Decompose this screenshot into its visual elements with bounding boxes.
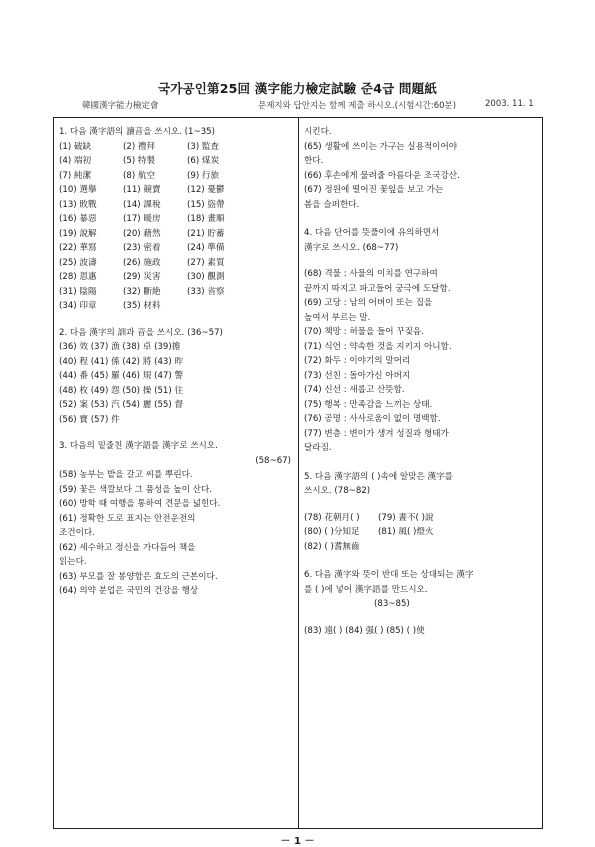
question-row: (19) 說解 (20) 藉然 (21) 貯蓄 bbox=[59, 228, 225, 239]
question-row: (78) 花朝月( ) (79) 晝不( )說 bbox=[304, 512, 434, 523]
section-6-heading: 6. 다음 漢字와 뜻이 반대 또는 상대되는 漢字 bbox=[304, 570, 474, 580]
left-column bbox=[59, 125, 293, 599]
column-divider bbox=[298, 118, 299, 828]
question-line: (66) 후손에게 물려줄 아름다운 조국강산. bbox=[304, 170, 460, 181]
question-row: (28) 恩惠 (29) 災害 (30) 觀測 bbox=[59, 272, 225, 282]
question-line: (69) 고당 : 남의 어버이 또는 집을 bbox=[304, 298, 433, 308]
question-line: (74) 신선 : 새롭고 산뜻함. bbox=[304, 385, 405, 395]
question-line: 한다. bbox=[304, 156, 324, 166]
question-line: (64) 의약 분업은 국민의 건강을 행상 bbox=[59, 586, 199, 596]
question-line: (67) 정원에 떨어진 꽃잎을 보고 가는 bbox=[304, 185, 444, 195]
question-line: (63) 부모를 잘 봉양함은 효도의 근본이다. bbox=[59, 571, 218, 582]
right-column bbox=[304, 125, 538, 638]
question-row: (16) 暴惡 (17) 暖房 (18) 畫順 bbox=[59, 214, 225, 224]
question-line: (75) 행복 : 만족감을 느끼는 상태. bbox=[304, 399, 433, 410]
question-line: (70) 책망 : 허물을 들어 꾸짖음. bbox=[304, 327, 424, 337]
section-2-heading: 2. 다음 漢字의 訓과 音을 쓰시오. (36~57) bbox=[59, 327, 223, 338]
section-6-heading-cont: 를 ( )에 넣어 漢字語를 만드시오. bbox=[304, 584, 428, 595]
page-number: － 1 － bbox=[280, 836, 315, 847]
question-row: (40) 程 (41) 係 (42) 將 (43) 昨 bbox=[59, 356, 184, 367]
question-row: (80) ( )分知足 (81) 風( )燈火 bbox=[304, 527, 434, 537]
question-row: (1) 破缺 (2) 禮拜 (3) 監査 bbox=[59, 141, 220, 152]
section-1-items bbox=[59, 140, 293, 314]
question-line: 높여서 부르는 말. bbox=[304, 312, 371, 323]
question-row: (25) 波濤 (26) 施政 (27) 素質 bbox=[59, 257, 225, 268]
section-6-range: (83~85) bbox=[374, 599, 410, 609]
question-row: (36) 效 (37) 漁 (38) 卓 (39)擔 bbox=[59, 342, 181, 352]
question-row: (48) 枚 (49) 怨 (50) 操 (51) 往 bbox=[59, 385, 184, 396]
question-line: 시킨다. bbox=[304, 127, 332, 137]
question-frame bbox=[53, 117, 543, 829]
question-line: (76) 공명 : 사사로움이 없이 명백함. bbox=[304, 414, 441, 424]
question-row: (56) 寶 (57) 件 bbox=[59, 414, 120, 425]
question-line: (65) 생활에 쓰이는 가구는 실용적이어야 bbox=[304, 141, 458, 152]
question-row: (10) 選擧 (11) 競賣 (12) 憂鬱 bbox=[59, 185, 225, 195]
question-line: (62) 세수하고 정신을 가다듬어 책을 bbox=[59, 542, 196, 553]
question-line: (58) 농부는 밭을 갈고 씨를 뿌린다. bbox=[59, 470, 193, 480]
question-line: (72) 화두 : 이야기의 말머리 bbox=[304, 356, 411, 366]
question-line: (61) 정확한 도로 표지는 안전운전의 bbox=[59, 513, 196, 524]
question-line: 읽는다. bbox=[59, 557, 87, 567]
section-1-heading: 1. 다음 漢字語의 讀音을 쓰시오. (1~35) bbox=[59, 127, 215, 137]
question-row: (13) 敗戰 (14) 課稅 (15) 盜帶 bbox=[59, 199, 225, 210]
section-4-heading: 4. 다음 단어를 뜻풀이에 유의하면서 bbox=[304, 228, 440, 238]
question-line: (73) 선친 : 돌아가신 아버지 bbox=[304, 370, 411, 381]
question-row: (44) 番 (45) 羅 (46) 規 (47) 警 bbox=[59, 371, 184, 381]
question-row: (52) 案 (53) 汽 (54) 麗 (55) 督 bbox=[59, 400, 184, 410]
section-3-heading: 3. 다음의 밑줄친 漢字語를 漢字로 쓰시오. bbox=[59, 441, 218, 451]
exam-title: 국가공인第25回 漢字能力檢定試驗 준4급 問題紙 bbox=[157, 81, 438, 96]
question-row: (22) 華寫 (23) 密着 (24) 準備 bbox=[59, 243, 225, 253]
question-row: (34) 印章 (35) 材料 bbox=[59, 301, 161, 311]
section-4-heading-cont: 漢字로 쓰시오. (68~77) bbox=[304, 242, 399, 253]
question-row: (31) 陰陽 (32) 斷絶 (33) 省察 bbox=[59, 286, 225, 297]
section-5-heading-cont: 쓰시오. (78~82) bbox=[304, 486, 371, 496]
section-3-range: (58~67) bbox=[255, 455, 291, 466]
exam-date: 2003. 11. 1 bbox=[485, 99, 534, 109]
question-line: 끝까지 따지고 파고들어 궁극에 도달함. bbox=[304, 283, 451, 294]
question-line: 봄을 슬퍼한다. bbox=[304, 199, 360, 210]
question-line: (71) 식언 : 약속한 것을 지키지 아니함. bbox=[304, 341, 452, 352]
question-row: (83) 遠( ) (84) 强( ) (85) ( )使 bbox=[304, 625, 425, 636]
organizer-label: 韓國漢字能力檢定會 bbox=[82, 101, 159, 111]
exam-instruction: 문제지와 답안지는 함께 제출 하시오.(시험시간:60분) bbox=[258, 101, 457, 111]
question-line: 조건이다. bbox=[59, 528, 95, 538]
question-line: (60) 방학 때 여행을 통하여 견문을 넓힌다. bbox=[59, 499, 221, 509]
question-line: (77) 변층 : 변이가 생겨 성질과 형태가 bbox=[304, 428, 449, 439]
question-row: (4) 端初 (5) 特製 (6) 煤炭 bbox=[59, 156, 220, 166]
section-5-heading: 5. 다음 漢字語의 ( )속에 알맞은 漢字를 bbox=[304, 471, 453, 482]
question-row: (82) ( )耆無齒 bbox=[304, 541, 360, 552]
question-line: (68) 격물 : 사물의 이치를 연구하여 bbox=[304, 269, 438, 279]
question-line: 달라짐. bbox=[304, 443, 332, 453]
question-row: (7) 純潔 (8) 航空 (9) 行旅 bbox=[59, 170, 220, 181]
question-line: (59) 꽃은 색깔보다 그 품성을 높이 산다. bbox=[59, 484, 212, 495]
